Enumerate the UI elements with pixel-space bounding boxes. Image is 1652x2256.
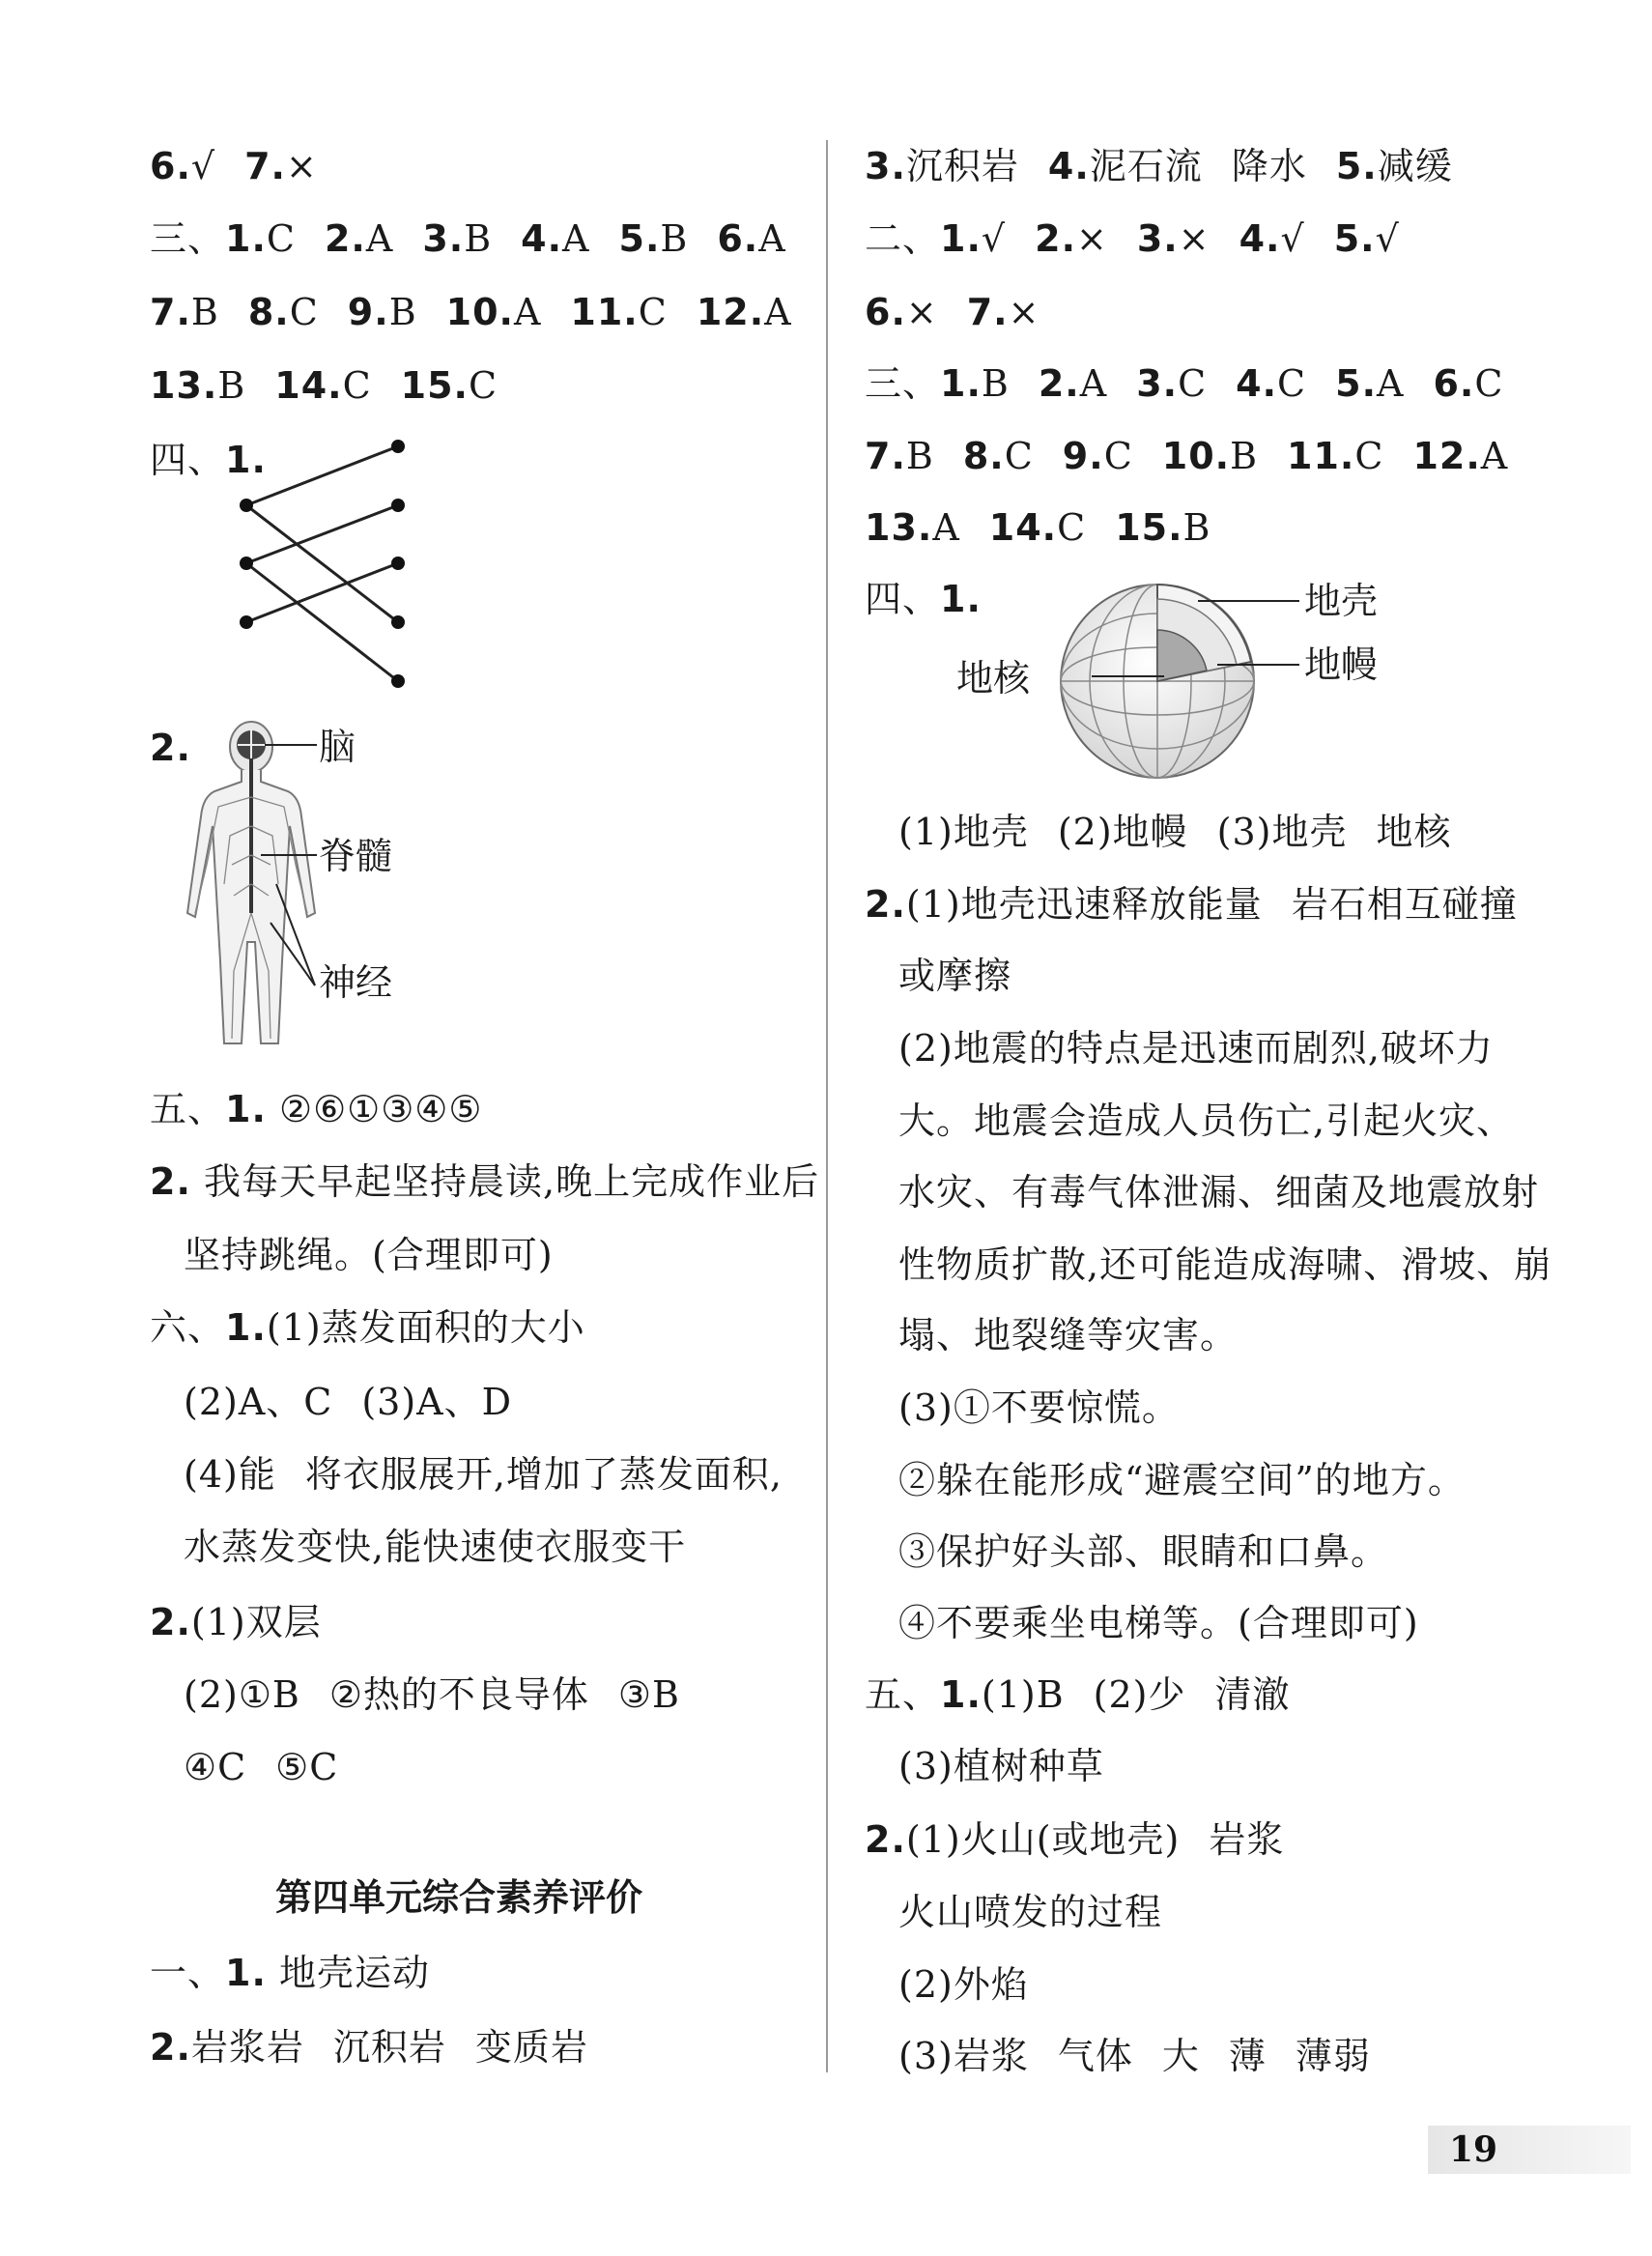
question-number: 2. — [324, 217, 366, 260]
question-number: 3. — [865, 145, 906, 187]
left-line-15 — [184, 1671, 680, 1718]
question-number: 1. — [940, 578, 982, 620]
question-number: 5. — [1333, 217, 1376, 260]
answer: ②热的不良导体 — [328, 1673, 589, 1716]
right-line-17: ②躲在能形成“避震空间”的地方。 — [898, 1459, 1466, 1501]
answer: A — [1079, 362, 1108, 405]
question-number: 1. — [940, 1673, 982, 1716]
answer: (4)能 — [184, 1453, 276, 1496]
right-line-14: 性物质扩散,还可能造成海啸、滑坡、崩 — [898, 1243, 1552, 1286]
answer: × — [1008, 291, 1040, 333]
match-dot — [240, 615, 253, 629]
answer: 变质岩 — [474, 2026, 588, 2069]
right-line-25 — [898, 2033, 1371, 2079]
answer: C — [1474, 362, 1504, 405]
question-number: 13. — [865, 506, 933, 549]
question-number: 12. — [696, 291, 765, 333]
question-number: 14. — [274, 364, 343, 407]
question-number: 1. — [225, 439, 267, 481]
question-number: 2. — [865, 883, 906, 926]
question-number: 1. — [225, 217, 267, 260]
question-number: 10. — [1161, 435, 1231, 477]
question-number: 6. — [717, 217, 759, 260]
left-line-13: 水蒸发变快,能快速使衣服变干 — [184, 1526, 687, 1568]
match-line — [246, 563, 398, 622]
section-marker: 三、 — [865, 362, 941, 405]
answer: 地核 — [1376, 811, 1452, 853]
label-nerve: 神经 — [319, 961, 393, 1004]
question-number: 1. — [940, 217, 982, 260]
left-line-18 — [150, 2024, 588, 2070]
left-line-10 — [150, 1304, 585, 1351]
match-dot — [391, 440, 405, 453]
answer: A — [1377, 362, 1405, 405]
question-number: 15. — [1115, 506, 1183, 549]
answer: C — [1057, 506, 1087, 549]
question-number: 2. — [1038, 362, 1080, 405]
left-line-11 — [184, 1379, 512, 1425]
question-number: 9. — [1062, 435, 1104, 477]
right-line-22 — [865, 1816, 1284, 1863]
left-line-14 — [150, 1599, 322, 1645]
question-number: 1. — [940, 362, 982, 405]
answer: A — [1480, 435, 1509, 477]
right-line-8 — [898, 809, 1452, 855]
question-number: 5. — [1335, 145, 1378, 187]
question-number: 11. — [1287, 435, 1355, 477]
right-line-10: 或摩擦 — [898, 955, 1012, 997]
question-number: 9. — [347, 291, 389, 333]
left-line-1 — [150, 143, 318, 189]
answer: B — [388, 291, 417, 333]
answer: 降水 — [1231, 145, 1307, 187]
question-number: 2. — [865, 1818, 906, 1861]
answer: C — [1004, 435, 1034, 477]
section-marker: 六、 — [150, 1306, 226, 1349]
answer: 沉积岩 — [332, 2026, 446, 2069]
answer: C — [1277, 362, 1307, 405]
answer: A — [764, 291, 792, 333]
answer: (2)①B — [184, 1673, 300, 1716]
answer: A — [758, 217, 786, 260]
left-line-9: 坚持跳绳。(合理即可) — [184, 1234, 554, 1276]
answer: (3)岩浆 — [898, 2035, 1029, 2077]
answer: 薄 — [1228, 2035, 1267, 2077]
answer: B — [905, 435, 934, 477]
question-number: 2. — [150, 1601, 191, 1643]
answer: C — [289, 291, 319, 333]
section-marker: 四、 — [150, 439, 226, 481]
right-line-13: 水灾、有毒气体泄漏、细菌及地震放射 — [898, 1171, 1540, 1214]
answer: B — [464, 217, 493, 260]
answer: (2)少 — [1093, 1673, 1186, 1716]
question-number: 2. — [150, 1160, 191, 1203]
section-marker: 二、 — [865, 217, 941, 260]
answer: 岩浆 — [1209, 1818, 1285, 1861]
section-title: 第四单元综合素养评价 — [275, 1876, 643, 1919]
left-line-16 — [184, 1744, 338, 1790]
question-number: 6. — [865, 291, 906, 333]
answer: 我每天早起坚持晨读,晚上完成作业后 — [203, 1160, 820, 1203]
section-marker: 五、 — [150, 1088, 226, 1130]
question-number: 4. — [521, 217, 563, 260]
right-line-24: (2)外焰 — [898, 1963, 1029, 2006]
answer: 岩石相互碰撞 — [1291, 883, 1518, 926]
answer: B — [190, 291, 219, 333]
page-number-box — [1428, 2126, 1631, 2174]
answer: (2)地幔 — [1057, 811, 1188, 853]
question-number: 8. — [247, 291, 290, 333]
left-line-7 — [150, 1086, 482, 1132]
question-number: 3. — [1136, 217, 1179, 260]
match-line — [246, 446, 398, 505]
answer: × — [905, 291, 938, 333]
answer: B — [1230, 435, 1259, 477]
nervous-system-figure — [174, 720, 328, 1053]
answer: (3)地壳 — [1216, 811, 1348, 853]
question-number: 14. — [988, 506, 1058, 549]
answer: B — [660, 217, 689, 260]
answer: √ — [1280, 217, 1305, 260]
label-spinal-cord: 脊髓 — [319, 835, 393, 877]
right-line-19: ④不要乘坐电梯等。(合理即可) — [898, 1602, 1419, 1644]
question-number: 11. — [570, 291, 639, 333]
answer: 沉积岩 — [905, 145, 1019, 187]
answer: × — [1076, 217, 1108, 260]
question-number: 2. — [150, 2026, 191, 2069]
answer: A — [562, 217, 590, 260]
answer: 将衣服展开,增加了蒸发面积, — [304, 1453, 783, 1496]
answer: (2)A、C — [184, 1381, 333, 1423]
left-line-2 — [150, 215, 786, 262]
answer: √ — [981, 217, 1007, 260]
match-dot — [391, 499, 405, 512]
section-marker: 一、 — [150, 1952, 226, 1994]
answer: × — [1178, 217, 1211, 260]
answer: √ — [190, 145, 216, 187]
question-number: 10. — [445, 291, 514, 333]
right-line-1 — [865, 143, 1453, 189]
answer: (1)地壳迅速释放能量 — [905, 883, 1263, 926]
right-line-18: ③保护好头部、眼睛和口鼻。 — [898, 1530, 1389, 1573]
answer: (1)火山(或地壳) — [905, 1818, 1181, 1861]
question-number: 7. — [244, 145, 286, 187]
question-number: 5. — [618, 217, 661, 260]
answer: C — [266, 217, 296, 260]
right-line-16: (3)①不要惊慌。 — [898, 1386, 1180, 1429]
right-line-7 — [865, 576, 982, 622]
answer: 清澈 — [1214, 1673, 1291, 1716]
label-brain: 脑 — [319, 726, 356, 768]
match-line — [246, 563, 398, 681]
question-number: 4. — [1239, 217, 1281, 260]
answer: (1)双层 — [190, 1601, 322, 1643]
answer: A — [365, 217, 394, 260]
answer: A — [513, 291, 542, 333]
answer: √ — [1375, 217, 1400, 260]
question-number: 6. — [1433, 362, 1475, 405]
question-number: 4. — [1047, 145, 1090, 187]
label-crust: 地壳 — [1304, 580, 1379, 622]
matching-diagram — [232, 435, 415, 696]
answer: ③B — [617, 1673, 680, 1716]
question-number: 12. — [1412, 435, 1481, 477]
answer: 减缓 — [1377, 145, 1453, 187]
column-divider — [826, 140, 828, 2072]
right-line-15: 塌、地裂缝等灾害。 — [898, 1314, 1239, 1356]
answer: (1)地壳 — [898, 811, 1029, 853]
earth-structure-figure — [1053, 580, 1314, 783]
page-number: 19 — [1449, 2129, 1498, 2170]
match-dot — [240, 499, 253, 512]
right-line-11: (2)地震的特点是迅速而剧烈,破坏力 — [898, 1027, 1494, 1070]
question-number: 7. — [966, 291, 1009, 333]
answer: C — [342, 364, 372, 407]
right-line-3 — [865, 289, 1040, 335]
question-number: 1. — [225, 1306, 267, 1349]
answer: C — [1354, 435, 1384, 477]
answer: ④C — [184, 1746, 247, 1788]
answer: 薄弱 — [1295, 2035, 1371, 2077]
match-dot — [391, 557, 405, 570]
right-line-4 — [865, 360, 1503, 407]
answer: 岩浆岩 — [190, 2026, 304, 2069]
question-number: 7. — [865, 435, 906, 477]
answer: 气体 — [1057, 2035, 1133, 2077]
match-dot — [240, 557, 253, 570]
answer: B — [981, 362, 1010, 405]
question-number: 5. — [1335, 362, 1378, 405]
left-line-3 — [150, 289, 792, 335]
question-number: 15. — [400, 364, 469, 407]
question-number: 3. — [1136, 362, 1179, 405]
answer: C — [638, 291, 668, 333]
left-line-12 — [184, 1451, 783, 1498]
question-number: 8. — [962, 435, 1005, 477]
right-line-6 — [865, 504, 1211, 551]
match-line — [246, 505, 398, 563]
answer: (1)蒸发面积的大小 — [266, 1306, 585, 1349]
right-line-21: (3)植树种草 — [898, 1745, 1104, 1787]
left-line-8 — [150, 1158, 819, 1205]
section-marker: 五、 — [865, 1673, 941, 1716]
answer: ⑤C — [275, 1746, 339, 1788]
right-line-9 — [865, 881, 1518, 928]
section-marker: 三、 — [150, 217, 226, 260]
question-number: 1. — [225, 1952, 267, 1994]
label-mantle: 地幔 — [1304, 643, 1379, 686]
answer: C — [1103, 435, 1133, 477]
question-number: 3. — [422, 217, 465, 260]
answer: × — [286, 145, 318, 187]
label-core: 地核 — [956, 657, 1031, 700]
answer: 地壳运动 — [279, 1952, 431, 1994]
right-line-23: 火山喷发的过程 — [898, 1891, 1163, 1933]
left-line-17 — [150, 1950, 430, 1996]
answer: 泥石流 — [1089, 145, 1203, 187]
answer: B — [1182, 506, 1211, 549]
match-dot — [391, 615, 405, 629]
right-line-5 — [865, 433, 1508, 479]
answer: 大 — [1161, 2035, 1200, 2077]
match-line — [246, 505, 398, 622]
section-marker: 四、 — [865, 578, 941, 620]
right-line-2 — [865, 215, 1400, 262]
answer: C — [1178, 362, 1208, 405]
answer: A — [932, 506, 960, 549]
question-number: 7. — [150, 291, 191, 333]
question-number: 2. — [1035, 217, 1077, 260]
question-number: 4. — [1236, 362, 1278, 405]
question-number: 6. — [150, 145, 191, 187]
question-number: 2. — [150, 727, 191, 769]
answer: ②⑥①③④⑤ — [279, 1088, 483, 1130]
right-line-12: 大。地震会造成人员伤亡,引起火灾、 — [898, 1099, 1515, 1142]
match-dot — [391, 674, 405, 688]
answer: C — [469, 364, 498, 407]
left-line-4 — [150, 362, 498, 409]
question-number: 13. — [150, 364, 218, 407]
answer: (1)B — [981, 1673, 1065, 1716]
right-line-20 — [865, 1671, 1291, 1718]
answer: (3)A、D — [361, 1381, 513, 1423]
question-number: 1. — [225, 1088, 267, 1130]
answer: B — [217, 364, 246, 407]
